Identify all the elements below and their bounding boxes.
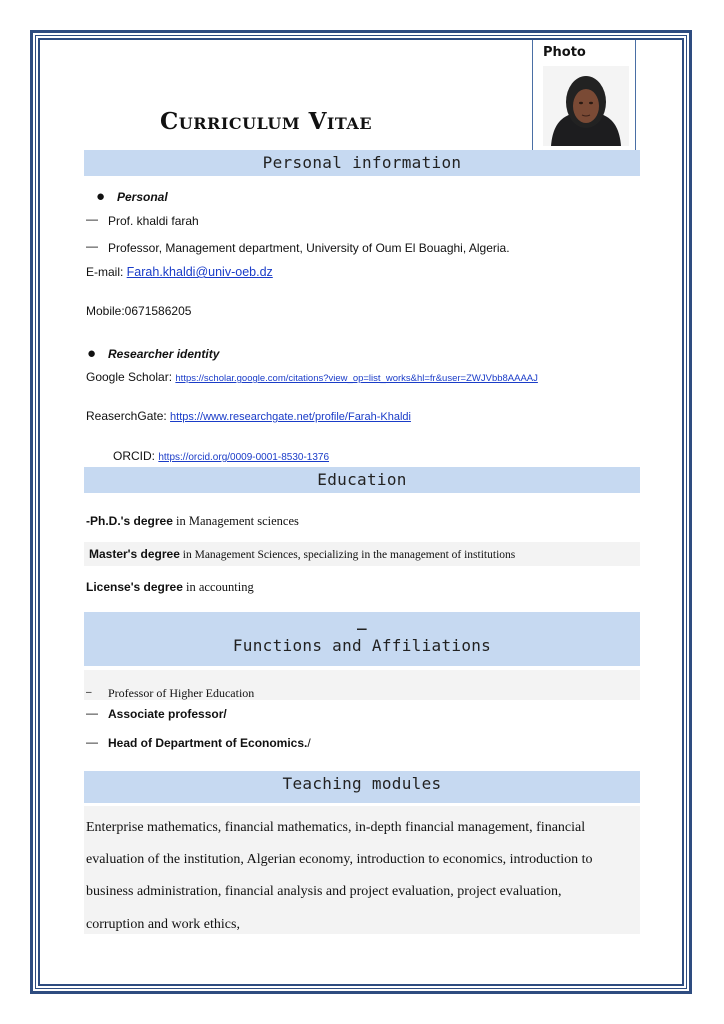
function-item-3-suffix: /	[307, 736, 311, 750]
education-masters	[89, 547, 515, 561]
license-degree-label: License's degree	[86, 580, 183, 594]
dash-bullet-icon: —	[86, 239, 98, 253]
photo-label: Photo	[543, 45, 586, 60]
email-link[interactable]: Farah.khaldi@univ-oeb.dz	[126, 265, 273, 279]
function-item-3	[108, 736, 311, 750]
functions-title: Functions and Affiliations	[232, 636, 492, 655]
orcid-label: ORCID:	[113, 449, 159, 463]
function-item-3-label: Head of Department of Economics.	[108, 736, 308, 750]
personal-name: Prof. khaldi farah	[108, 214, 199, 228]
education-phd	[86, 514, 299, 529]
researchgate-label: ReaserchGate:	[86, 409, 171, 423]
function-item-1: Professor of Higher Education	[108, 686, 255, 700]
teaching-line-3: business administration, financial analysis and project evaluation, project evaluation,	[86, 884, 562, 899]
dash-bullet-icon: —	[86, 212, 98, 226]
dash-bullet-icon: —	[86, 735, 98, 749]
bullet-dot-icon: ●	[87, 345, 97, 362]
orcid-link[interactable]: https://orcid.org/0009-0001-8530-1376	[158, 452, 330, 463]
masters-degree-field: in Management Sciences, specializing in the management of institutions	[179, 549, 516, 561]
license-degree-field: in accounting	[182, 580, 254, 594]
section-header-teaching: Teaching modules	[84, 771, 640, 803]
dash-bullet-icon: —	[86, 706, 98, 720]
cv-title: Curriculum Vitae	[160, 108, 373, 135]
phd-degree-label: -Ph.D.'s degree	[86, 514, 173, 528]
phd-degree-field: in Management sciences	[172, 514, 299, 528]
section-header-personal: Personal information	[84, 150, 640, 176]
function-item-2: Associate professor/	[108, 707, 227, 721]
scholar-link[interactable]: https://scholar.google.com/citations?view_op=list_works&hl=fr&user=ZWJVbb8AAAAJ	[175, 373, 538, 384]
bullet-dot-icon: ●	[96, 188, 106, 205]
photo-box	[532, 40, 636, 150]
personal-heading: Personal	[117, 190, 168, 204]
scholar-label: Google Scholar:	[86, 370, 176, 384]
profile-photo	[543, 66, 629, 146]
researchgate-link[interactable]: https://www.researchgate.net/profile/Farah-Khaldi	[170, 411, 411, 423]
dash-bullet-icon: –	[86, 687, 92, 698]
mobile-text: Mobile:0671586205	[86, 304, 192, 318]
education-license	[86, 580, 254, 595]
teaching-line-4: corruption and work ethics,	[86, 917, 240, 932]
masters-degree-label: Master's degree	[89, 547, 180, 561]
section-header-education: Education	[84, 467, 640, 493]
researcher-heading: Researcher identity	[108, 347, 220, 361]
teaching-line-1: Enterprise mathematics, financial mathematics, in-depth financial management, financial	[86, 820, 586, 835]
email-label: E-mail:	[86, 265, 127, 279]
section-header-functions	[84, 612, 640, 666]
functions-mark: _	[357, 611, 367, 630]
teaching-line-2: evaluation of the institution, Algerian economy, introduction to economics, introduction to	[86, 852, 593, 867]
personal-position: Professor, Management department, University of Oum El Bouaghi, Algeria.	[108, 241, 510, 255]
